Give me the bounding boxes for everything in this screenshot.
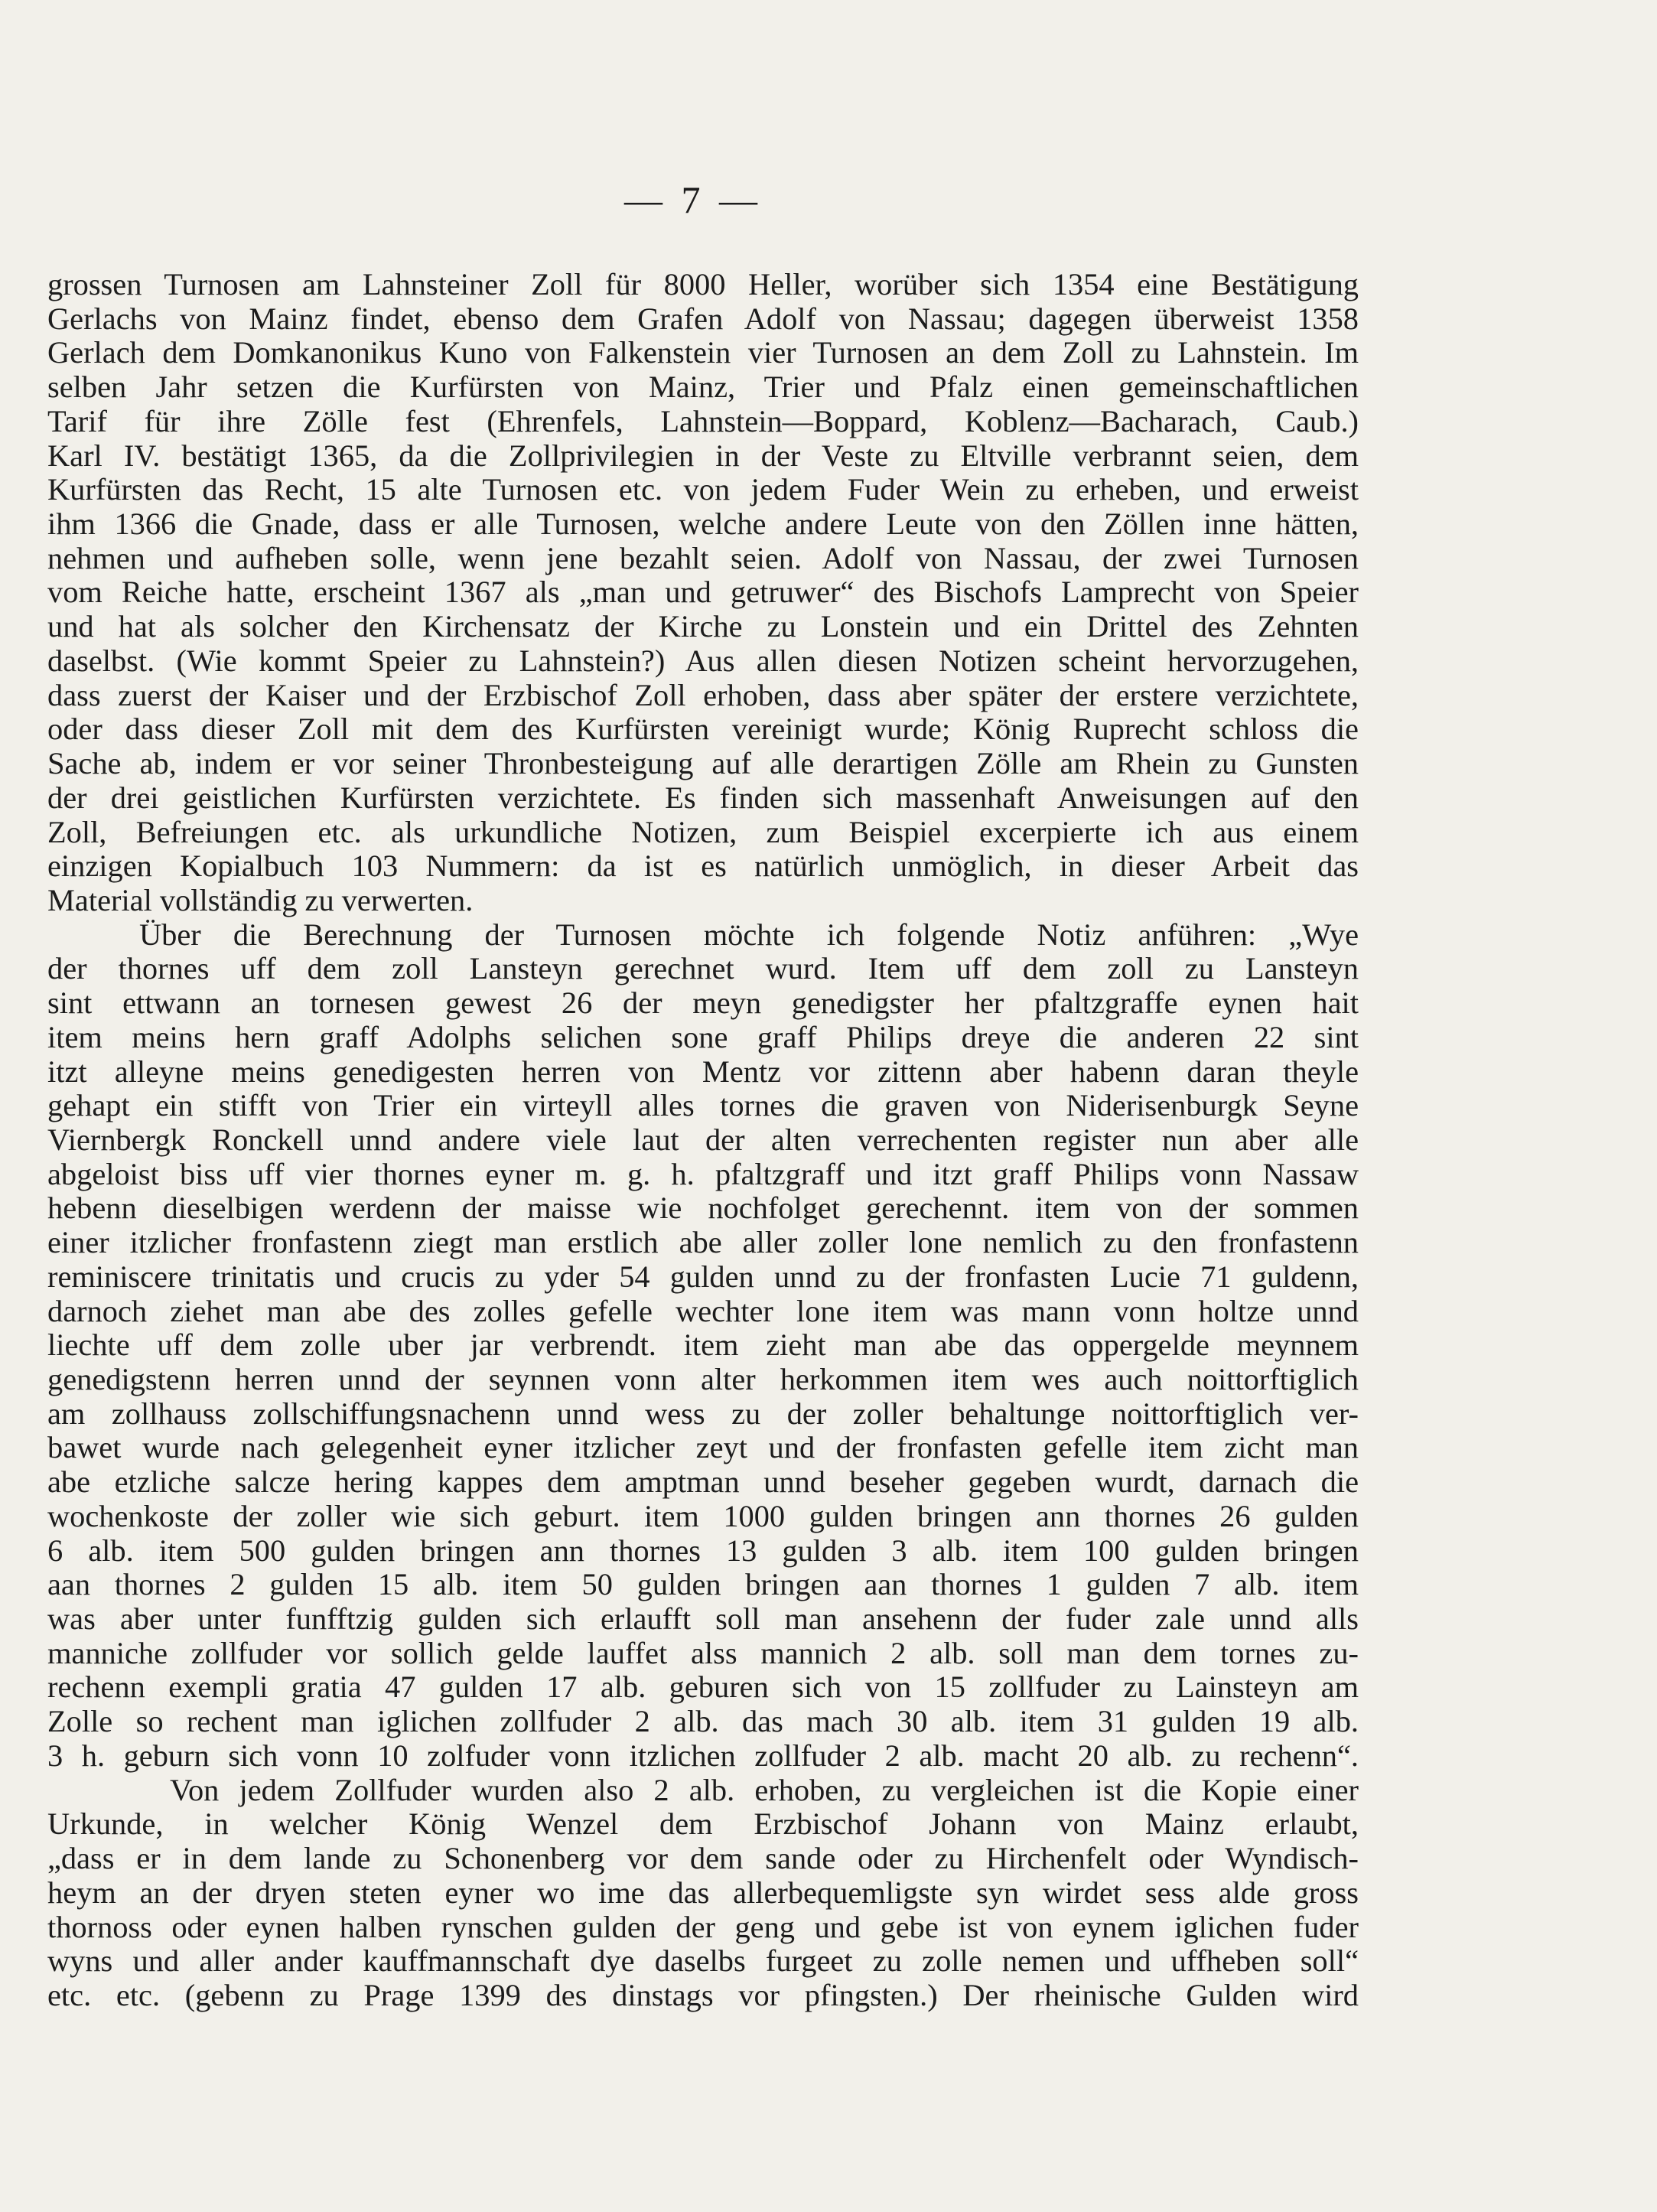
text-line: sint ettwann an tornesen gewest 26 der meyn genedigster her pfaltzgraffe eynen hait bbox=[47, 985, 1359, 1021]
text-line: wochenkoste der zoller wie sich geburt. item 1000 gulden bringen ann thornes 26 gulden bbox=[47, 1498, 1359, 1533]
text-line: Gerlachs von Mainz findet, ebenso dem Grafen Adolf von Nassau; dagegen überweist 1358 bbox=[47, 301, 1359, 336]
text-line: Zoll, Befreiungen etc. als urkundliche Notizen, zum Beispiel excerpierte ich aus einem bbox=[47, 814, 1359, 849]
text-line: 3 h. geburn sich vonn 10 zolfuder vonn itzlichen zollfuder 2 alb. macht 20 alb. zu rechenn“. bbox=[47, 1738, 1359, 1773]
text-line: nehmen und aufheben solle, wenn jene bezahlt seien. Adolf von Nassau, der zwei Turnosen bbox=[47, 540, 1359, 575]
text-line: was aber unter funfftzig gulden sich erlaufft soll man ansehenn der fuder zale unnd alls bbox=[47, 1601, 1359, 1637]
text-line: aan thornes 2 gulden 15 alb. item 50 gulden bringen aan thornes 1 gulden 7 alb. item bbox=[47, 1567, 1359, 1602]
text-line: Kurfürsten das Recht, 15 alte Turnosen etc. von jedem Fuder Wein zu erheben, und erweist bbox=[47, 472, 1359, 507]
text-line: heym an der dryen steten eyner wo ime das allerbequemligste syn wirdet sess alde gross bbox=[47, 1875, 1359, 1910]
text-line: Sache ab, indem er vor seiner Thronbesteigung auf alle derartigen Zölle am Rhein zu Gunsten bbox=[47, 746, 1359, 781]
text-line: 6 alb. item 500 gulden bringen ann thornes 13 gulden 3 alb. item 100 gulden bringen bbox=[47, 1533, 1359, 1568]
text-line: rechenn exempli gratia 47 gulden 17 alb. geburen sich von 15 zollfuder zu Lainsteyn am bbox=[47, 1670, 1359, 1705]
paragraph-start-line: Von jedem Zollfuder wurden also 2 alb. erhoben, zu vergleichen ist die Kopie einer bbox=[170, 1772, 1359, 1807]
text-line: liechte uff dem zolle uber jar verbrendt. item zieht man abe das oppergelde meynnem bbox=[47, 1328, 1359, 1363]
text-line: etc. etc. (gebenn zu Prage 1399 des dinstags vor pfingsten.) Der rheinische Gulden wird bbox=[47, 1977, 1359, 2012]
text-line: item meins hern graff Adolphs selichen sone graff Philips dreye die anderen 22 sint bbox=[47, 1019, 1359, 1054]
text-line: manniche zollfuder vor sollich gelde lauffet alss mannich 2 alb. soll man dem tornes zu- bbox=[47, 1635, 1359, 1670]
text-line: wyns und aller ander kauffmannschaft dye daselbs furgeet zu zolle nemen und uffheben soll“ bbox=[47, 1943, 1359, 1979]
text-line: Zolle so rechent man iglichen zollfuder 2 alb. das mach 30 alb. item 31 gulden 19 alb. bbox=[47, 1704, 1359, 1739]
paragraph-start-line: Über die Berechnung der Turnosen möchte ich folgende Notiz anführen: „Wye bbox=[139, 917, 1359, 952]
text-line: einzigen Kopialbuch 103 Nummern: da ist es natürlich unmöglich, in dieser Arbeit das bbox=[47, 849, 1359, 884]
text-line: oder dass dieser Zoll mit dem des Kurfürsten vereinigt wurde; König Ruprecht schloss die bbox=[47, 712, 1359, 747]
text-line: ihm 1366 die Gnade, dass er alle Turnosen, welche andere Leute von den Zöllen inne hätten, bbox=[47, 507, 1359, 542]
page-number: — 7 — bbox=[624, 178, 762, 221]
text-line: abe etzliche salcze hering kappes dem amptman unnd beseher gegeben wurdt, darnach die bbox=[47, 1464, 1359, 1500]
text-line: hebenn dieselbigen werdenn der maisse wie nochfolget gerechennt. item von der sommen bbox=[47, 1191, 1359, 1226]
text-line: Gerlach dem Domkanonikus Kuno von Falkenstein vier Turnosen an dem Zoll zu Lahnstein. Im bbox=[47, 335, 1359, 370]
text-line: darnoch ziehet man abe des zolles gefelle wechter lone item was mann vonn holtze unnd bbox=[47, 1293, 1359, 1328]
text-line: Tarif für ihre Zölle fest (Ehrenfels, Lahnstein—Boppard, Koblenz—Bacharach, Caub.) bbox=[47, 403, 1359, 438]
text-line: der thornes uff dem zoll Lansteyn gerechnet wurd. Item uff dem zoll zu Lansteyn bbox=[47, 951, 1359, 986]
text-line: der drei geistlichen Kurfürsten verzichtete. Es finden sich massenhaft Anweisungen auf den bbox=[47, 780, 1359, 815]
text-line: daselbst. (Wie kommt Speier zu Lahnstein?) Aus allen diesen Notizen scheint hervorzugehen, bbox=[47, 643, 1359, 678]
text-line: reminiscere trinitatis und crucis zu yder 54 gulden unnd zu der fronfasten Lucie 71 guldenn, bbox=[47, 1259, 1359, 1294]
text-line: Karl IV. bestätigt 1365, da die Zollprivilegien in der Veste zu Eltville verbrannt seien, dem bbox=[47, 438, 1359, 473]
body-text bbox=[47, 268, 1359, 2013]
text-line: itzt alleyne meins genedigesten herren von Mentz vor zittenn aber habenn daran theyle bbox=[47, 1054, 1359, 1089]
paragraph-end-line: Material vollständig zu verwerten. bbox=[47, 882, 474, 917]
text-line: abgeloist biss uff vier thornes eyner m. g. h. pfaltzgraff und itzt graff Philips vonn Nassaw bbox=[47, 1156, 1359, 1191]
text-line: und hat als solcher den Kirchensatz der Kirche zu Lonstein und ein Drittel des Zehnten bbox=[47, 609, 1359, 644]
text-line: „dass er in dem lande zu Schonenberg vor dem sande oder zu Hirchenfelt oder Wyndisch- bbox=[47, 1841, 1359, 1876]
text-line: vom Reiche hatte, erscheint 1367 als „man und getruwer“ des Bischofs Lamprecht von Speier bbox=[47, 575, 1359, 610]
text-line: gehapt ein stifft von Trier ein virteyll alles tornes die graven von Niderisenburgk Seyne bbox=[47, 1088, 1359, 1123]
text-line: Viernbergk Ronckell unnd andere viele laut der alten verrechenten register nun aber alle bbox=[47, 1122, 1359, 1157]
text-line: dass zuerst der Kaiser und der Erzbischof Zoll erhoben, dass aber später der erstere verzichtete, bbox=[47, 677, 1359, 712]
text-line: am zollhauss zollschiffungsnachenn unnd wess zu der zoller behaltunge noittorftiglich ver- bbox=[47, 1396, 1359, 1431]
text-line: thornoss oder eynen halben rynschen gulden der geng und gebe ist von eynem iglichen fuder bbox=[47, 1909, 1359, 1944]
text-line: einer itzlicher fronfastenn ziegt man erstlich abe aller zoller lone nemlich zu den fronfastenn bbox=[47, 1225, 1359, 1260]
text-line: selben Jahr setzen die Kurfürsten von Mainz, Trier und Pfalz einen gemeinschaftlichen bbox=[47, 370, 1359, 405]
text-line: grossen Turnosen am Lahnsteiner Zoll für 8000 Heller, worüber sich 1354 eine Bestätigung bbox=[47, 267, 1359, 301]
text-line: genedigstenn herren unnd der seynnen vonn alter herkommen item wes auch noittorftiglich bbox=[47, 1362, 1359, 1396]
text-line: bawet wurde nach gelegenheit eyner itzlicher zeyt und der fronfasten gefelle item zicht man bbox=[47, 1430, 1359, 1465]
text-line: Urkunde, in welcher König Wenzel dem Erzbischof Johann von Mainz erlaubt, bbox=[47, 1806, 1359, 1842]
